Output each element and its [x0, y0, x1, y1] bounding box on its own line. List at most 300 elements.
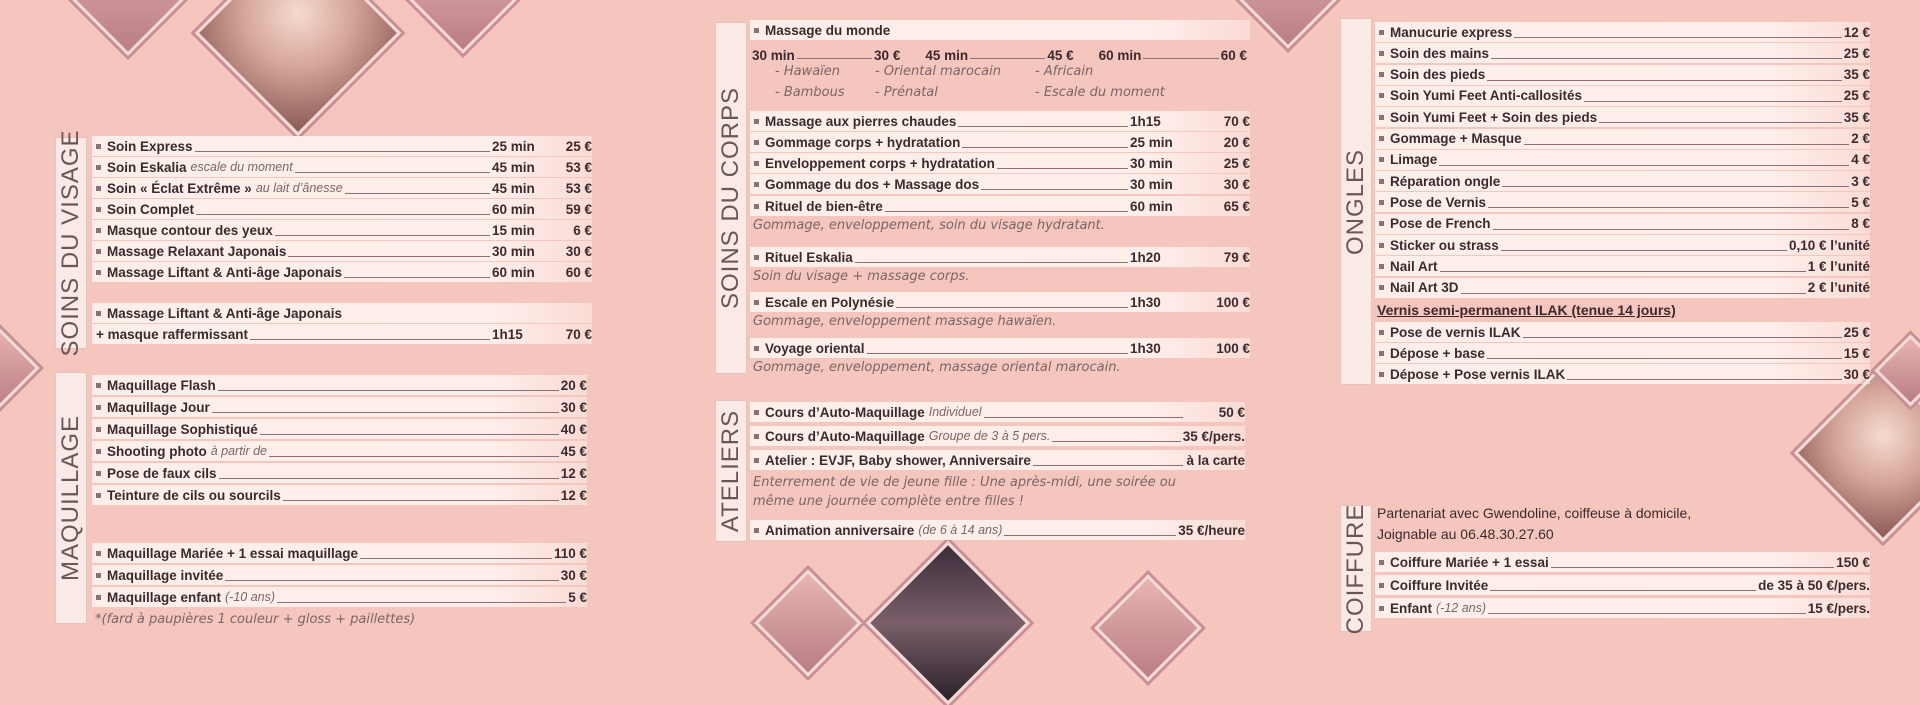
- makeup-brushes-photo: [866, 541, 1030, 705]
- visage-item-last: Massage Liftant & Anti-âge Japonais: [92, 303, 592, 323]
- ongles-item: [1375, 86, 1870, 106]
- bullet-icon: [1379, 179, 1384, 184]
- item-price: 100 €: [1216, 340, 1250, 356]
- item-label: Pose de faux cils: [107, 465, 217, 481]
- item-price: 45 €: [560, 443, 587, 459]
- item-label: Dépose + Pose vernis ILAK: [1390, 366, 1566, 382]
- item-label: Soin des pieds: [1390, 67, 1486, 83]
- section-title-maquillage: MAQUILLAGE: [55, 372, 87, 624]
- dot-leader: [195, 151, 490, 152]
- item-price: 79 €: [1223, 249, 1250, 265]
- dot-leader: [1524, 144, 1850, 145]
- decorative-diamond: [60, 0, 196, 56]
- item-duration: 30 min: [1130, 155, 1173, 171]
- item-price: 50 €: [1218, 404, 1245, 420]
- massage-monde-title: Massage du monde: [750, 20, 1250, 40]
- item-note: (-10 ans): [225, 590, 276, 604]
- bullet-icon: [96, 311, 101, 316]
- item-price: 1 € l’unité: [1807, 258, 1870, 274]
- item-duration: 1h30: [1130, 340, 1161, 356]
- item-price: 25 €: [1843, 45, 1870, 61]
- rituel-description: Gommage, enveloppement, soin du visage hydratant.: [753, 218, 1105, 233]
- dot-leader: [1490, 590, 1756, 591]
- corps-rituel: [750, 338, 1250, 358]
- dot-leader: [1052, 441, 1180, 442]
- bullet-icon: [1379, 115, 1384, 120]
- bullet-icon: [754, 434, 759, 439]
- dot-leader: [295, 172, 490, 173]
- dot-leader: [970, 58, 1045, 59]
- item-price: 70 €: [1223, 113, 1250, 129]
- bullet-icon: [96, 383, 101, 388]
- item-label: Réparation ongle: [1390, 173, 1501, 189]
- item-price: 53 €: [565, 159, 592, 175]
- bullet-icon: [1379, 221, 1384, 226]
- maquillage-item: [92, 375, 587, 395]
- item-price: 8 €: [1851, 216, 1870, 232]
- dot-leader: [1599, 122, 1842, 123]
- item-label: Rituel Eskalia: [765, 249, 853, 265]
- visage-item: [92, 136, 592, 156]
- atelier-item: [750, 520, 1245, 540]
- dot-leader: [212, 412, 559, 413]
- item-duration: 60 min: [492, 201, 535, 217]
- item-price: 12 €: [560, 465, 587, 481]
- item-label: Pose de Vernis: [1390, 194, 1487, 210]
- item-duration: 30 min: [1130, 176, 1173, 192]
- ongles-item: [1375, 129, 1870, 149]
- bullet-icon: [96, 165, 101, 170]
- item-price: 30 €: [560, 399, 587, 415]
- semi-permanent-item: [1375, 343, 1870, 363]
- bullet-icon: [1379, 51, 1384, 56]
- item-price: 30 €: [565, 243, 592, 259]
- massage-type: - Africain: [1035, 64, 1094, 79]
- bullet-icon: [96, 249, 101, 254]
- massage-type: - Oriental marocain: [875, 64, 1001, 79]
- dot-leader: [196, 214, 490, 215]
- coiffure-item: [1375, 552, 1870, 572]
- item-label: Coiffure Invitée: [1390, 577, 1489, 593]
- item-label: Gommage du dos + Massage dos: [765, 176, 980, 192]
- maquillage-item: [92, 565, 587, 585]
- massage-type: - Hawaïen: [775, 64, 841, 79]
- item-label: Dépose + base: [1390, 345, 1485, 361]
- bullet-icon: [96, 144, 101, 149]
- dot-leader: [1523, 337, 1842, 338]
- dot-leader: [1491, 58, 1842, 59]
- bullet-icon: [1379, 560, 1384, 565]
- item-label: Gommage + Masque: [1390, 131, 1522, 146]
- ongles-item: [1375, 150, 1870, 170]
- dot-leader: [958, 126, 1128, 127]
- bullet-icon: [754, 300, 759, 305]
- bullet-icon: [1379, 351, 1384, 356]
- ongles-item: [1375, 256, 1870, 276]
- item-label: Soin Eskalia: [107, 159, 187, 175]
- item-label: Pose de vernis ILAK: [1390, 324, 1521, 340]
- dot-leader: [345, 193, 490, 194]
- bullet-icon: [96, 270, 101, 275]
- item-label: Animation anniversaire: [765, 522, 915, 538]
- item-price: 25 €: [1843, 324, 1870, 340]
- item-label: Maquillage Sophistiqué: [107, 421, 258, 437]
- dot-leader: [1461, 293, 1806, 294]
- maquillage-item: [92, 463, 587, 483]
- item-price: de 35 à 50 €/pers.: [1758, 577, 1870, 593]
- visage-item: [92, 199, 592, 219]
- item-price: 5 €: [568, 589, 587, 605]
- item-label: Soin Yumi Feet + Soin des pieds: [1390, 109, 1598, 125]
- item-price: 5 €: [1851, 194, 1870, 210]
- item-label: Cours d’Auto-Maquillage: [765, 428, 925, 444]
- item-duration: 60 min: [1130, 198, 1173, 214]
- item-duration: 1h20: [1130, 249, 1161, 265]
- item-price: 12 €: [1843, 24, 1870, 40]
- dot-leader: [1004, 535, 1176, 536]
- massage-type: - Prénatal: [875, 85, 938, 100]
- visage-item: [92, 157, 592, 177]
- bullet-icon: [1379, 372, 1384, 377]
- dot-leader: [269, 456, 559, 457]
- item-duration: 45 min: [492, 180, 535, 196]
- bullet-icon: [754, 458, 759, 463]
- bullet-icon: [754, 119, 759, 124]
- item-label: Nail Art 3D: [1390, 280, 1459, 296]
- visage-item: [92, 262, 592, 282]
- ongles-item: [1375, 107, 1870, 127]
- item-price: 59 €: [565, 201, 592, 217]
- bullet-icon: [96, 228, 101, 233]
- item-price: 65 €: [1223, 198, 1250, 214]
- bullet-icon: [96, 207, 101, 212]
- section-title-ateliers: ATELIERS: [715, 400, 747, 542]
- section-title-visage: SOINS DU VISAGE: [55, 137, 87, 349]
- item-duration: 1h15: [1130, 113, 1161, 129]
- item-price: 15 €/pers.: [1807, 600, 1870, 616]
- maquillage-footnote: *(fard à paupières 1 couleur + gloss + paillettes): [95, 612, 416, 627]
- maquillage-item: [92, 587, 587, 607]
- price: 60 €: [1220, 48, 1247, 63]
- dot-leader: [283, 500, 559, 501]
- item-duration: 15 min: [492, 222, 535, 238]
- bullet-icon: [754, 255, 759, 260]
- visage-item: [92, 241, 592, 261]
- price: 45 €: [1047, 48, 1074, 63]
- bullet-icon: [754, 28, 759, 33]
- item-label: Nail Art: [1390, 258, 1438, 274]
- atelier-description: Enterrement de vie de jeune fille : Une après-midi, une soirée ou: [753, 475, 1176, 490]
- item-label: Masque contour des yeux: [107, 222, 273, 238]
- item-label: Atelier : EVJF, Baby shower, Anniversaire: [765, 452, 1031, 468]
- item-price: 6 €: [573, 222, 592, 238]
- item-label: Manucurie express: [1390, 24, 1513, 40]
- item-label: Coiffure Mariée + 1 essai: [1390, 554, 1549, 570]
- item-price: 15 €: [1843, 345, 1870, 361]
- dot-leader: [288, 256, 490, 257]
- item-label: Enveloppement corps + hydratation: [765, 155, 995, 171]
- coiffure-item: [1375, 575, 1870, 595]
- item-price: 35 €/heure: [1178, 522, 1245, 538]
- bullet-icon: [96, 595, 101, 600]
- item-price: 2 € l’unité: [1807, 280, 1870, 296]
- item-price: à la carte: [1186, 452, 1245, 468]
- dot-leader: [1439, 165, 1849, 166]
- bullet-icon: [754, 528, 759, 533]
- item-duration: 25 min: [492, 138, 535, 154]
- maquillage-item: [92, 397, 587, 417]
- item-duration: 45 min: [492, 159, 535, 175]
- item-duration: 1h30: [1130, 294, 1161, 310]
- dot-leader: [1488, 207, 1849, 208]
- bullet-icon: [754, 204, 759, 209]
- item-label: Massage Liftant & Anti-âge Japonais: [107, 264, 343, 280]
- corps-rituel: [750, 292, 1250, 312]
- item-price: 30 €: [560, 567, 587, 583]
- item-price: 60 €: [565, 264, 592, 280]
- coiffure-item: [1375, 598, 1870, 618]
- bullet-icon: [1379, 606, 1384, 611]
- ongles-item: [1375, 235, 1870, 255]
- item-note: escale du moment: [190, 160, 293, 174]
- dot-leader: [984, 417, 1183, 418]
- coiffure-phone: Joignable au 06.48.30.27.60: [1377, 526, 1554, 542]
- item-note: à partir de: [210, 444, 267, 458]
- item-label: Soin Yumi Feet Anti-callosités: [1390, 88, 1583, 104]
- item-note: Individuel: [928, 405, 982, 419]
- ongles-item: [1375, 278, 1870, 298]
- rituel-description: Soin du visage + massage corps.: [753, 269, 970, 284]
- corps-rituel: [750, 247, 1250, 267]
- item-price: 3 €: [1851, 173, 1870, 189]
- duration: 30 min: [752, 48, 795, 63]
- visage-item: [92, 220, 592, 240]
- item-label: Maquillage Mariée + 1 essai maquillage: [107, 545, 358, 561]
- item-price: 20 €: [560, 377, 587, 393]
- visage-item: [92, 178, 592, 198]
- massage-monde-prices: [752, 43, 1247, 63]
- item-duration: 60 min: [492, 264, 535, 280]
- item-price: 30 €: [1843, 366, 1870, 382]
- atelier-item: [750, 426, 1245, 446]
- item-label: Massage Relaxant Japonais: [107, 243, 287, 259]
- item-label: Gommage corps + hydratation: [765, 134, 961, 150]
- item-label: Shooting photo: [107, 443, 207, 459]
- dot-leader: [885, 211, 1128, 212]
- bullet-icon: [1379, 264, 1384, 269]
- bullet-icon: [96, 186, 101, 191]
- item-price: 53 €: [565, 180, 592, 196]
- dot-leader: [360, 558, 552, 559]
- maquillage-item: [92, 485, 587, 505]
- item-label: Cours d’Auto-Maquillage: [765, 404, 925, 420]
- bullet-icon: [1379, 72, 1384, 77]
- row-background: [1375, 150, 1870, 170]
- maquillage-item: [92, 441, 587, 461]
- corps-item: [750, 132, 1250, 152]
- corps-item: [750, 111, 1250, 131]
- item-label: Pose de French: [1390, 216, 1491, 232]
- bullet-icon: [754, 182, 759, 187]
- dot-leader: [275, 235, 490, 236]
- item-price: 40 €: [560, 421, 587, 437]
- visage-item-last-line2: + masque raffermissant 1h15 70 €: [92, 324, 592, 344]
- ongles-item: [1375, 214, 1870, 234]
- bullet-icon: [96, 427, 101, 432]
- dot-leader: [1567, 379, 1842, 380]
- massage-monde-price-group: [1099, 43, 1247, 63]
- atelier-description: même une journée complète entre filles !: [753, 494, 1024, 509]
- item-price: 35 €: [1843, 109, 1870, 125]
- item-label: Maquillage Jour: [107, 399, 210, 415]
- semi-permanent-item: [1375, 364, 1870, 384]
- item-label: Teinture de cils ou sourcils: [107, 487, 281, 503]
- semi-permanent-title: Vernis semi-permanent ILAK (tenue 14 jours): [1377, 302, 1676, 318]
- item-price: 150 €: [1836, 554, 1870, 570]
- dot-leader: [855, 262, 1128, 263]
- item-label: Maquillage enfant: [107, 589, 222, 605]
- ongles-item: [1375, 22, 1870, 42]
- bullet-icon: [1379, 583, 1384, 588]
- corps-item: [750, 174, 1250, 194]
- item-price: 4 €: [1851, 152, 1870, 168]
- massage-type: - Bambous: [775, 85, 845, 100]
- duration: 45 min: [925, 48, 969, 63]
- face-care-photo: [195, 0, 401, 136]
- dot-leader: [896, 307, 1128, 308]
- bullet-icon: [754, 161, 759, 166]
- dot-leader: [1493, 229, 1850, 230]
- bullet-icon: [1379, 285, 1384, 290]
- bullet-icon: [96, 405, 101, 410]
- item-note: (de 6 à 14 ans): [918, 523, 1003, 537]
- item-price: 30 €: [1223, 176, 1250, 192]
- maquillage-item: [92, 419, 587, 439]
- dot-leader: [1514, 37, 1841, 38]
- decorative-diamond: [1094, 574, 1201, 681]
- dot-leader: [1501, 250, 1787, 251]
- maquillage-item: [92, 543, 587, 563]
- item-note: au lait d’ânesse: [255, 181, 343, 195]
- massage-monde-price-group: [925, 43, 1073, 63]
- decorative-diamond: [0, 321, 40, 414]
- section-title-corps: SOINS DU CORPS: [715, 22, 747, 374]
- bullet-icon: [1379, 136, 1384, 141]
- bullet-icon: [1379, 30, 1384, 35]
- dot-leader: [1033, 465, 1183, 466]
- item-note: (-12 ans): [1436, 601, 1487, 615]
- bullet-icon: [96, 573, 101, 578]
- item-price: 20 €: [1223, 134, 1250, 150]
- duration: 60 min: [1098, 48, 1142, 63]
- item-label: Sticker ou strass: [1390, 237, 1499, 253]
- dot-leader: [218, 390, 559, 391]
- item-price: 2 €: [1851, 131, 1870, 146]
- item-label: Escale en Polynésie: [765, 294, 895, 310]
- item-price: 35 €/pers.: [1182, 428, 1245, 444]
- item-label: Soin Complet: [107, 201, 194, 217]
- bullet-icon: [1379, 93, 1384, 98]
- dot-leader: [1143, 58, 1218, 59]
- ongles-item: [1375, 192, 1870, 212]
- item-label: Soin Express: [107, 138, 193, 154]
- dot-leader: [962, 147, 1128, 148]
- dot-leader: [1551, 567, 1835, 568]
- item-price: 100 €: [1216, 294, 1250, 310]
- dot-leader: [1487, 80, 1841, 81]
- dot-leader: [867, 353, 1128, 354]
- dot-leader: [219, 478, 559, 479]
- row-background: [1375, 256, 1870, 276]
- coiffure-intro: Partenariat avec Gwendoline, coiffeuse à domicile,: [1377, 505, 1692, 521]
- ongles-item: [1375, 43, 1870, 63]
- atelier-item: [750, 450, 1245, 470]
- item-label: Limage: [1390, 152, 1438, 168]
- section-title-coiffure: COIFFURE: [1340, 505, 1372, 632]
- bullet-icon: [1379, 243, 1384, 248]
- dot-leader: [981, 189, 1128, 190]
- dot-leader: [997, 168, 1128, 169]
- item-price: 110 €: [553, 545, 587, 561]
- item-duration: 30 min: [492, 243, 535, 259]
- decorative-diamond: [754, 569, 861, 676]
- item-duration: 25 min: [1130, 134, 1173, 150]
- item-label: Soin des mains: [1390, 45, 1490, 61]
- dot-leader: [260, 434, 559, 435]
- massage-monde-price-group: [752, 43, 900, 63]
- ongles-item: [1375, 65, 1870, 85]
- bullet-icon: [96, 471, 101, 476]
- price: 30 €: [874, 48, 901, 63]
- bullet-icon: [754, 346, 759, 351]
- section-title-ongles: ONGLES: [1340, 18, 1372, 385]
- dot-leader: [277, 602, 566, 603]
- item-label: Voyage oriental: [765, 340, 865, 356]
- dot-leader: [1488, 613, 1806, 614]
- dot-leader: [1440, 271, 1806, 272]
- dot-leader: [344, 277, 490, 278]
- ongles-item: [1375, 171, 1870, 191]
- rituel-description: Gommage, enveloppement, massage oriental marocain.: [753, 360, 1121, 375]
- bullet-icon: [1379, 200, 1384, 205]
- bullet-icon: [96, 449, 101, 454]
- item-price: 35 €: [1843, 67, 1870, 83]
- corps-rituel: [750, 196, 1250, 216]
- item-label: Enfant: [1390, 600, 1432, 616]
- decorative-diamond: [402, 0, 524, 54]
- rituel-description: Gommage, enveloppement massage hawaïen.: [753, 314, 1057, 329]
- dot-leader: [797, 58, 872, 59]
- item-price: 25 €: [565, 138, 592, 154]
- bullet-icon: [754, 140, 759, 145]
- bullet-icon: [754, 410, 759, 415]
- massage-type: - Escale du moment: [1035, 85, 1165, 100]
- bullet-icon: [1379, 157, 1384, 162]
- semi-permanent-item: [1375, 322, 1870, 342]
- corps-item: [750, 153, 1250, 173]
- dot-leader: [1502, 186, 1849, 187]
- dot-leader: [1487, 358, 1842, 359]
- item-price: 12 €: [560, 487, 587, 503]
- item-label: Soin « Éclat Extrême »: [107, 180, 252, 196]
- item-note: Groupe de 3 à 5 pers.: [928, 429, 1051, 443]
- item-label: Maquillage invitée: [107, 567, 224, 583]
- bullet-icon: [96, 551, 101, 556]
- item-price: 0,10 € l’unité: [1788, 237, 1870, 253]
- dot-leader: [225, 580, 558, 581]
- item-price: 25 €: [1843, 88, 1870, 104]
- bullet-icon: [96, 493, 101, 498]
